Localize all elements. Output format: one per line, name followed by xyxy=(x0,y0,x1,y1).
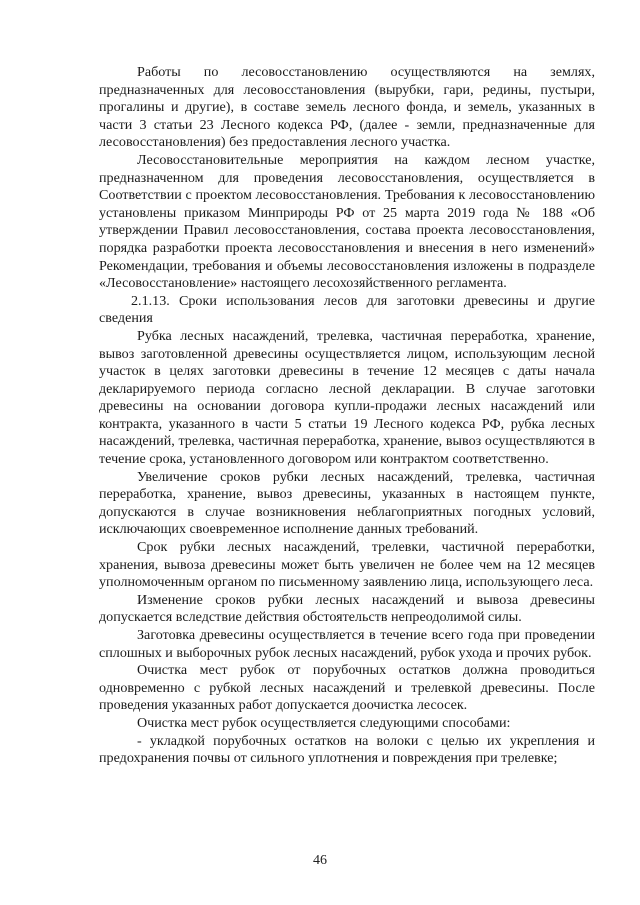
paragraph-cleaning-sites: Очистка мест рубок от порубочных остатков должна проводиться одновременно с рубкой лесных насаждений и трелевкой древесины. После проведения указанных работ допускается доочистка лесосек. xyxy=(99,662,595,714)
paragraph-term-increase: Срок рубки лесных насаждений, трелевки, частичной переработки, хранения, вывоза древесины может быть увеличен не более чем на 12 месяцев уполномоченным органом по письменному заявлению лица, использующего леса. xyxy=(99,539,595,591)
paragraph-felling-terms: Рубка лесных насаждений, трелевка, частичная переработка, хранение, вывоз заготовленной древесины осуществляется лицом, использующим лесной участок в целях заготовки древесины в течение 12 месяцев с даты начала декларируемого периода согласно лесной декларации. В случае заготовки древесины на основании договора купли-продажи лесных насаждений или контракта, указанного в части 5 статьи 19 Лесного кодекса РФ, рубка лесных насаждений, трелевка, частичная переработка, хранение, вывоз осуществляются в течение срока, установленного договором или контрактом соответственно. xyxy=(99,327,595,468)
list-item-cleaning-method: - укладкой порубочных остатков на волоки с целью их укрепления и предохранения почвы от сильного уплотнения и повреждения при трелевке; xyxy=(99,732,595,767)
paragraph-year-round-harvest: Заготовка древесины осуществляется в течение всего года при проведении сплошных и выборочных рубок лесных насаждений, рубок ухода и прочих рубок. xyxy=(99,627,595,661)
paragraph-cleaning-methods: Очистка мест рубок осуществляется следующими способами: xyxy=(137,714,511,731)
paragraph-reforestation-measures: Лесовосстановительные мероприятия на каждом лесном участке, предназначенном для проведения лесовосстановления, осуществляется в Соответствии с проектом лесовосстановления. Требования к лесовосстановлению установлены приказом Минприроды РФ от 25 марта 2019 года № 188 «Об утверждении Правил лесовосстановления, состава проекта лесовосстановления, порядка разработки проекта лесовосстановления и внесения в него изменений» Рекомендации, требования и объемы лесовосстановления изложены в подразделе «Лесовосстановление» настоящего лесохозяйственного регламента. xyxy=(99,151,595,292)
section-heading-2-1-13: 2.1.13. Сроки использования лесов для заготовки древесины и другие сведения xyxy=(99,292,595,327)
paragraph-term-extension: Увеличение сроков рубки лесных насаждений, трелевка, частичная переработка, хранение, вывоз древесины, указанных в настоящем пункте, допускаются в случае возникновения неблагоприятных погодных условий, исключающих своевременное исполнение данных требований. xyxy=(99,468,595,538)
document-body xyxy=(99,64,595,768)
page-number: 46 xyxy=(313,853,327,868)
paragraph-reforestation-works: Работы по лесовосстановлению осуществляются на землях, предназначенных для лесовосстановления (вырубки, гари, редины, пустыри, прогалины и другие), в составе земель лесного фонда, и земель, указанных в части 3 статьи 23 Лесного кодекса РФ, (далее - земли, предназначенные для лесовосстановления) без предоставления лесного участка. xyxy=(99,64,595,151)
paragraph-force-majeure: Изменение сроков рубки лесных насаждений и вывоза древесины допускается вследствие действия обстоятельств непреодолимой силы. xyxy=(99,591,595,626)
